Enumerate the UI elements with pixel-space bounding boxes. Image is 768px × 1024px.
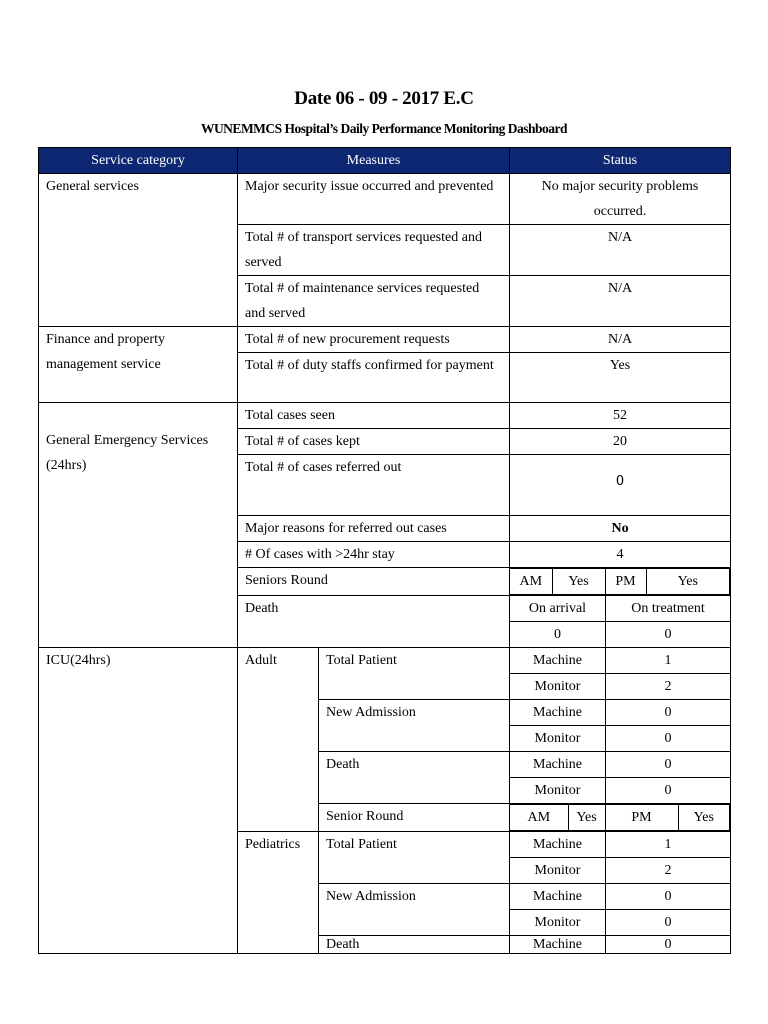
monitor-value: 0 bbox=[606, 778, 731, 804]
status-cell: No bbox=[510, 516, 731, 542]
pm-label: PM bbox=[605, 805, 678, 831]
status-cell: 4 bbox=[510, 542, 731, 568]
category-cell bbox=[39, 403, 238, 648]
performance-table bbox=[38, 147, 731, 954]
status-value: 0 bbox=[615, 473, 625, 489]
icu-measure-cell: Death bbox=[319, 752, 510, 804]
category-label: General Emergency Services (24hrs) bbox=[46, 433, 209, 473]
monitor-value: 0 bbox=[606, 910, 731, 936]
machine-label: Machine bbox=[510, 648, 606, 674]
monitor-value: 0 bbox=[606, 726, 731, 752]
measure-cell: Total # of duty staffs confirmed for payment bbox=[238, 353, 510, 403]
table-row bbox=[39, 648, 731, 674]
monitor-label: Monitor bbox=[510, 674, 606, 700]
measure-cell: Major reasons for referred out cases bbox=[238, 516, 510, 542]
measure-cell: Major security issue occurred and prevented bbox=[238, 174, 510, 225]
status-cell: N/A bbox=[510, 225, 731, 276]
measure-cell: Total # of new procurement requests bbox=[238, 327, 510, 353]
icu-measure-cell: Total Patient bbox=[319, 648, 510, 700]
measure-cell: # Of cases with >24hr stay bbox=[238, 542, 510, 568]
am-label: AM bbox=[510, 569, 552, 595]
dashboard-title: WUNEMMCS Hospital’s Daily Performance Monitoring Dashboard bbox=[200, 121, 568, 136]
death-on-treatment-label: On treatment bbox=[606, 596, 731, 622]
machine-label: Machine bbox=[510, 884, 606, 910]
status-cell: 20 bbox=[510, 429, 731, 455]
machine-label: Machine bbox=[510, 936, 606, 954]
monitor-value: 2 bbox=[606, 674, 731, 700]
monitor-label: Monitor bbox=[510, 858, 606, 884]
am-value: Yes bbox=[568, 805, 605, 831]
table-row bbox=[39, 327, 731, 353]
measure-cell: Total # of maintenance services requested and served bbox=[238, 276, 510, 327]
icu-measure-cell: Total Patient bbox=[319, 832, 510, 884]
report-date: Date 06 - 09 - 2017 E.C bbox=[294, 88, 474, 109]
table-row bbox=[39, 403, 731, 429]
monitor-value: 2 bbox=[606, 858, 731, 884]
icu-adult-cell: Adult bbox=[238, 648, 319, 832]
icu-pediatrics-cell: Pediatrics bbox=[238, 832, 319, 954]
measure-cell: Total # of cases referred out bbox=[238, 455, 510, 516]
measure-cell: Seniors Round bbox=[238, 568, 510, 596]
machine-value: 0 bbox=[606, 884, 731, 910]
death-on-treatment-value: 0 bbox=[606, 622, 731, 648]
machine-value: 1 bbox=[606, 832, 731, 858]
column-header-service-category: Service category bbox=[39, 148, 238, 174]
status-cell bbox=[510, 455, 731, 516]
machine-label: Machine bbox=[510, 752, 606, 778]
senior-round-status bbox=[510, 804, 731, 832]
table-header-row bbox=[39, 148, 731, 174]
status-cell: 52 bbox=[510, 403, 731, 429]
machine-label: Machine bbox=[510, 700, 606, 726]
status-cell: N/A bbox=[510, 327, 731, 353]
death-on-arrival-label: On arrival bbox=[510, 596, 606, 622]
machine-value: 0 bbox=[606, 700, 731, 726]
status-cell: Yes bbox=[510, 353, 731, 403]
icu-measure-cell: New Admission bbox=[319, 884, 510, 936]
monitor-label: Monitor bbox=[510, 726, 606, 752]
category-cell: Finance and property management service bbox=[39, 327, 238, 403]
measure-cell: Total cases seen bbox=[238, 403, 510, 429]
icu-measure-cell: Death bbox=[319, 936, 510, 954]
monitor-label: Monitor bbox=[510, 910, 606, 936]
am-value: Yes bbox=[552, 569, 605, 595]
column-header-measures: Measures bbox=[238, 148, 510, 174]
machine-value: 1 bbox=[606, 648, 731, 674]
category-cell: ICU(24hrs) bbox=[39, 648, 238, 954]
machine-label: Machine bbox=[510, 832, 606, 858]
measure-cell: Total # of cases kept bbox=[238, 429, 510, 455]
pm-value: Yes bbox=[678, 805, 730, 831]
icu-measure-cell: Senior Round bbox=[319, 804, 510, 832]
icu-measure-cell: New Admission bbox=[319, 700, 510, 752]
measure-cell: Death bbox=[238, 596, 510, 648]
monitor-label: Monitor bbox=[510, 778, 606, 804]
measure-cell: Total # of transport services requested and served bbox=[238, 225, 510, 276]
machine-value: 0 bbox=[606, 752, 731, 778]
status-cell: No major security problems occurred. bbox=[510, 174, 731, 225]
death-on-arrival-value: 0 bbox=[510, 622, 606, 648]
am-label: AM bbox=[510, 805, 568, 831]
pm-label: PM bbox=[605, 569, 646, 595]
category-cell: General services bbox=[39, 174, 238, 327]
pm-value: Yes bbox=[646, 569, 730, 595]
seniors-round-status bbox=[510, 568, 731, 596]
machine-value: 0 bbox=[606, 936, 731, 954]
status-cell: N/A bbox=[510, 276, 731, 327]
column-header-status: Status bbox=[510, 148, 731, 174]
table-row bbox=[39, 174, 731, 225]
